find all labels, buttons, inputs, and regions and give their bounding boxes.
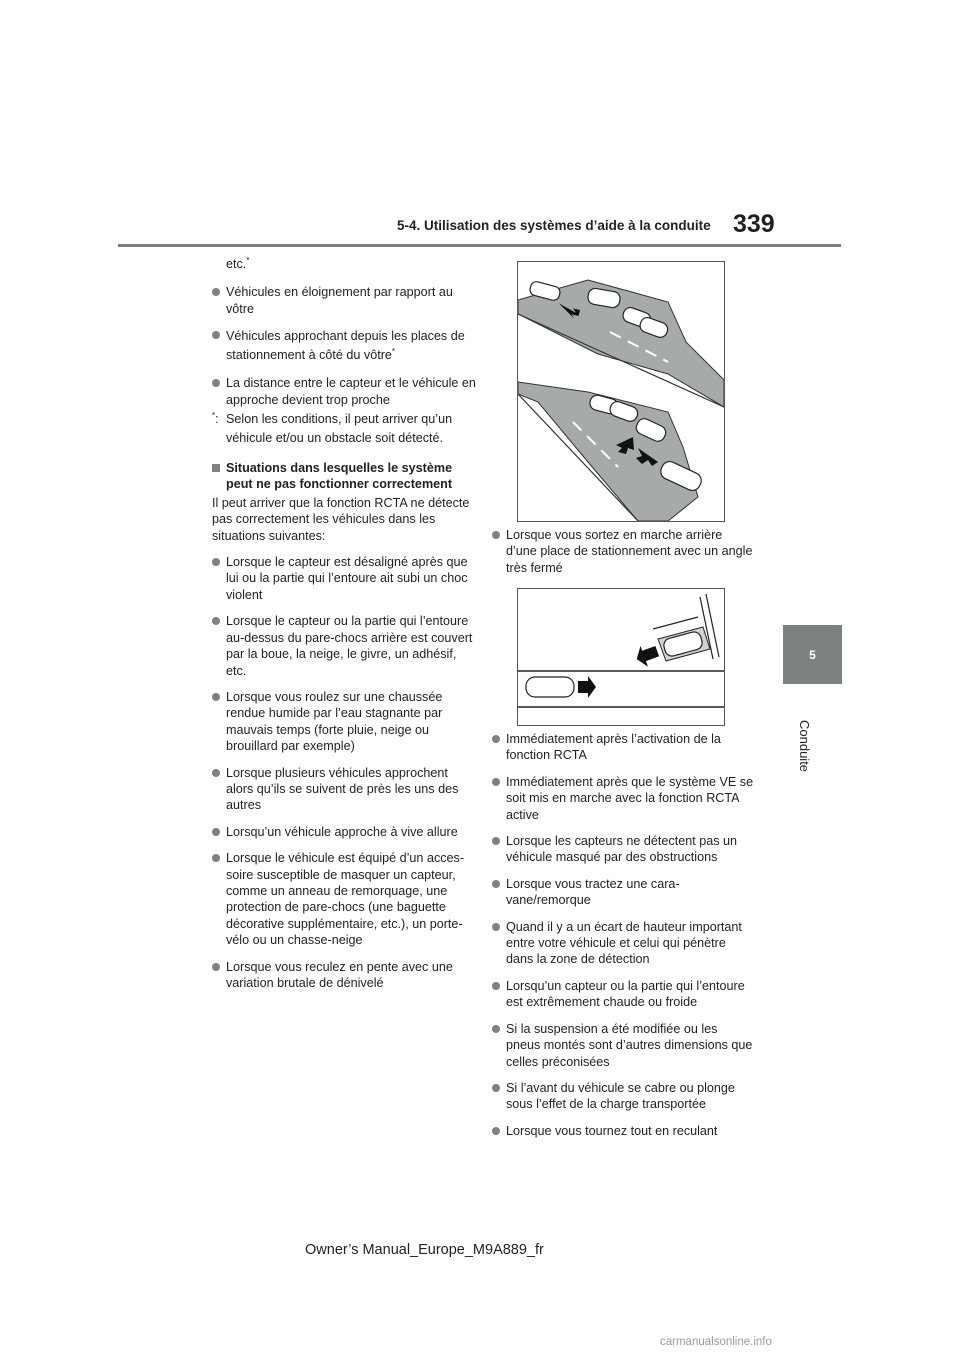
list-item: Lorsque vous sortez en marche arrière d’une place de stationnement avec un angle très fermé (492, 527, 754, 576)
list-item: Lorsqu’un capteur ou la partie qui l’entoure est extrêmement chaude ou froide (492, 978, 754, 1011)
footnote: *: Selon les conditions, il peut arriver qu’un véhicule et/ou un obstacle soit détecté. (212, 410, 453, 446)
list-item: Si la suspension a été modifiée ou les pneus montés sont d’autres dimensions que celles préconisées (492, 1021, 754, 1070)
list-item: Véhicules approchant depuis les places de stationnement à côté du vôtre* (212, 327, 476, 365)
header-rule (118, 244, 841, 247)
bullet-dot (212, 617, 220, 625)
page-header-title: 5-4. Utilisation des systèmes d’aide à la conduite (397, 218, 711, 233)
bullet-dot (212, 693, 220, 701)
list-item: Lorsque le capteur ou la partie qui l’entoure au-dessus du pare-chocs arrière est couvert par la boue, la neige, le givre, un adhésif, etc. (212, 613, 476, 679)
watermark[interactable]: carmanualsonline.info (660, 1336, 772, 1348)
slope-illustration (517, 261, 725, 522)
chapter-label: Conduite (797, 720, 812, 773)
right-column (492, 527, 754, 576)
list-item: Quand il y a un écart de hauteur important entre votre véhicule et celui qui pénètre dans la zone de détection (492, 919, 754, 968)
bullet-dot (212, 769, 220, 777)
list-item: Lorsque vous reculez en pente avec une variation brutale de dénivelé (212, 959, 476, 992)
list-item: Immédiatement après que le système VE se soit mis en marche avec la fonction RCTA active (492, 774, 754, 823)
left-column (212, 256, 476, 1001)
bullet-dot (212, 379, 220, 387)
chapter-tab[interactable] (783, 625, 842, 684)
bullet-dot (492, 1025, 500, 1033)
continued-text: etc.* (226, 255, 250, 271)
list-item: La distance entre le capteur et le véhicule en approche devient trop proche (212, 375, 476, 408)
bullet-dot (212, 331, 220, 339)
bullet-dot (492, 1084, 500, 1092)
list-item: Véhicules en éloignement par rapport au vôtre (212, 284, 476, 317)
bullet-dot (492, 982, 500, 990)
list-item: Lorsque vous roulez sur une chaussée rendue humide par l’eau stagnante par mauvais temps (forte pluie, neige ou brouillard par exemple) (212, 689, 476, 755)
bullet-dot (492, 923, 500, 931)
list-item: Lorsque le véhicule est équipé d’un acces-soire susceptible de masquer un capteur, comme un anneau de remorquage, une protection de pare-chocs (une baguette décorative supplémentaire, etc.), un porte-vélo ou un chasse-neige (212, 850, 476, 948)
bullet-dot (492, 880, 500, 888)
bullet-dot (212, 854, 220, 862)
list-item: Si l’avant du véhicule se cabre ou plonge sous l’effet de la charge transportée (492, 1080, 754, 1113)
bullet-dot (492, 735, 500, 743)
list-item: Lorsque les capteurs ne détectent pas un véhicule masqué par des obstructions (492, 833, 754, 866)
bullet-dot (492, 1127, 500, 1135)
bullet-dot (212, 828, 220, 836)
list-item: Lorsqu’un véhicule approche à vive allure (212, 824, 476, 840)
page-number: 339 (733, 210, 775, 238)
square-bullet-icon (212, 464, 220, 472)
list-item: Lorsque le capteur est désaligné après que lui ou la partie qui l’entoure ait subi un choc violent (212, 554, 476, 603)
parking-angle-illustration (517, 588, 725, 726)
section-heading: Situations dans lesquelles le système peut ne pas fonctionner correctement (212, 460, 476, 493)
bullet-dot (212, 558, 220, 566)
list-item: Immédiatement après l’activation de la fonction RCTA (492, 731, 754, 764)
list-item: Lorsque vous tractez une cara-vane/remorque (492, 876, 754, 909)
bullet-dot (492, 837, 500, 845)
list-item: Lorsque plusieurs véhicules approchent alors qu’ils se suivent de près les uns des autres (212, 765, 476, 814)
bullet-dot (492, 531, 500, 539)
bullet-dot (212, 963, 220, 971)
section-intro: Il peut arriver que la fonction RCTA ne détecte pas correctement les véhicules dans les situations suivantes: (212, 495, 470, 543)
slope-illustration-svg (518, 262, 724, 521)
parking-angle-illustration-svg (518, 589, 724, 725)
bullet-dot (492, 778, 500, 786)
list-item: Lorsque vous tournez tout en reculant (492, 1123, 754, 1139)
bullet-dot (212, 288, 220, 296)
right-column-list (492, 731, 754, 1149)
chapter-number: 5 (809, 647, 816, 662)
footer-manual-name: Owner’s Manual_Europe_M9A889_fr (305, 1242, 544, 1258)
